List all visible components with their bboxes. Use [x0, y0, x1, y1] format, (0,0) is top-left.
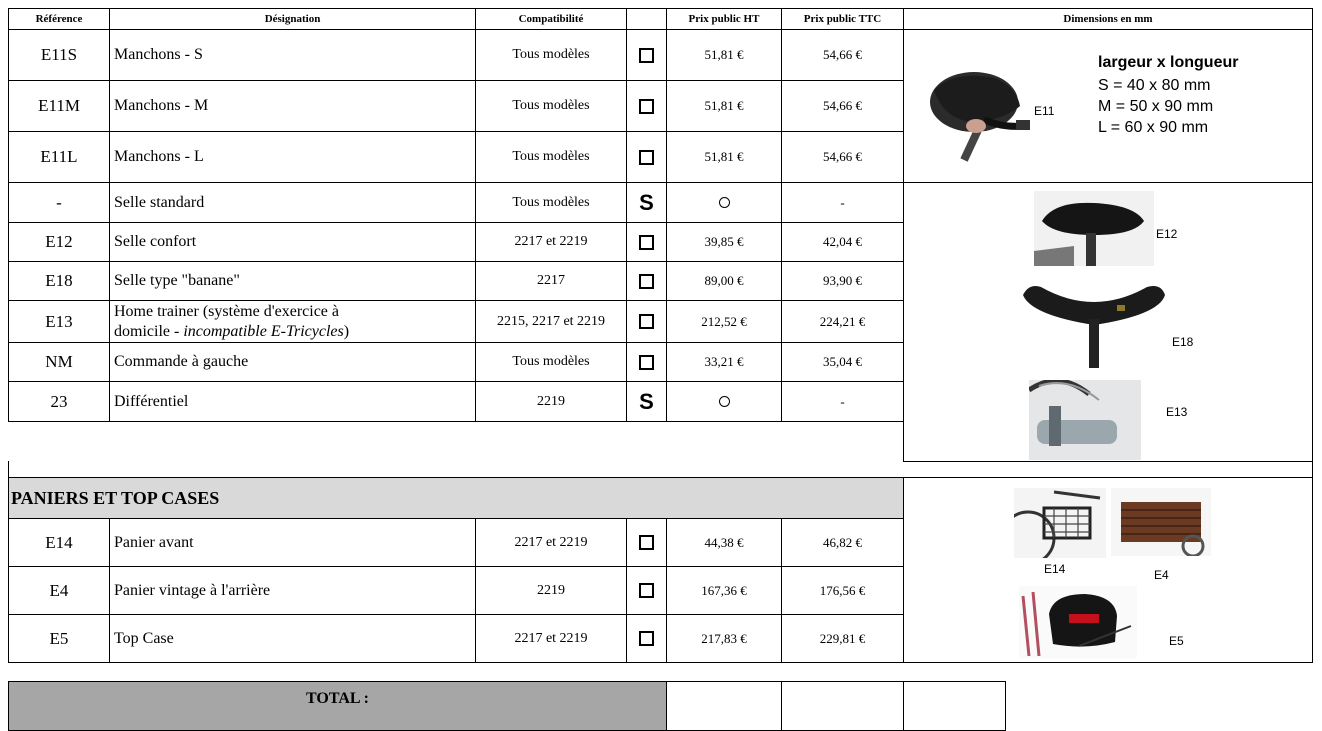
- reference-cell: E14: [8, 518, 110, 567]
- designation-cell: Manchons - L: [109, 131, 476, 183]
- circle-icon: [719, 396, 730, 407]
- reference-cell: E12: [8, 222, 110, 262]
- dims-l: L = 60 x 90 mm: [1098, 119, 1209, 136]
- separator-row: [8, 461, 1313, 478]
- option-checkbox[interactable]: [626, 614, 667, 663]
- e4-label: E4: [1154, 568, 1169, 582]
- checkbox-icon[interactable]: [639, 355, 654, 370]
- compatibility-cell: 2217 et 2219: [475, 222, 627, 262]
- reference-cell: 23: [8, 381, 110, 422]
- price-ttc-cell: 176,56 €: [781, 566, 904, 615]
- price-ht-cell: 51,81 €: [666, 29, 782, 81]
- checkbox-icon[interactable]: [639, 99, 654, 114]
- compatibility-cell: 2219: [475, 566, 627, 615]
- designation-cell: Panier avant: [109, 518, 476, 567]
- price-ht-cell: 167,36 €: [666, 566, 782, 615]
- reference-cell: E4: [8, 566, 110, 615]
- home-trainer-photo: [1029, 380, 1141, 460]
- vintage-basket-photo: [1111, 488, 1211, 556]
- price-ttc-cell: -: [781, 381, 904, 422]
- option-checkbox[interactable]: [626, 342, 667, 382]
- banana-saddle-photo: [1019, 273, 1169, 368]
- reference-cell: E11L: [8, 131, 110, 183]
- designation-line: [114, 322, 349, 342]
- option-checkbox[interactable]: [626, 261, 667, 301]
- handlebar-grip-photo: [924, 50, 1034, 165]
- price-ht-cell: [666, 182, 782, 223]
- compatibility-cell: 2217: [475, 261, 627, 301]
- price-ht-cell: 89,00 €: [666, 261, 782, 301]
- compatibility-cell: 2217 et 2219: [475, 518, 627, 567]
- header-choice: [626, 8, 667, 30]
- circle-icon: [719, 197, 730, 208]
- price-ttc-cell: 224,21 €: [781, 300, 904, 343]
- total-ht-field[interactable]: [666, 681, 782, 731]
- option-checkbox[interactable]: [626, 29, 667, 81]
- reference-cell: E11M: [8, 80, 110, 132]
- compatibility-cell: 2219: [475, 381, 627, 422]
- header-dimensions: Dimensions en mm: [903, 8, 1313, 30]
- incompatibility-note: incompatible E-Tricycles: [183, 322, 344, 340]
- comfort-saddle-photo: [1034, 191, 1154, 266]
- header-prix-ttc: Prix public TTC: [781, 8, 904, 30]
- checkbox-icon[interactable]: [639, 314, 654, 329]
- designation-cell: Manchons - M: [109, 80, 476, 132]
- option-checkbox: [626, 182, 667, 223]
- dims-m: M = 50 x 90 mm: [1098, 98, 1214, 115]
- header-designation: Désignation: [109, 8, 476, 30]
- checkbox-icon[interactable]: [639, 48, 654, 63]
- compatibility-cell: 2215, 2217 et 2219: [475, 300, 627, 343]
- price-ht-cell: 217,83 €: [666, 614, 782, 663]
- price-ht-cell: 44,38 €: [666, 518, 782, 567]
- price-ttc-cell: 46,82 €: [781, 518, 904, 567]
- header-compatibilite: Compatibilité: [475, 8, 627, 30]
- dims-title: largeur x longueur: [1098, 54, 1239, 71]
- price-ttc-cell: 54,66 €: [781, 80, 904, 132]
- compatibility-cell: Tous modèles: [475, 29, 627, 81]
- total-extra-field[interactable]: [903, 681, 1006, 731]
- total-label: TOTAL :: [8, 681, 667, 731]
- checkbox-icon[interactable]: [639, 150, 654, 165]
- e13-label: E13: [1166, 405, 1188, 419]
- price-ttc-cell: -: [781, 182, 904, 223]
- dims-s: S = 40 x 80 mm: [1098, 77, 1211, 94]
- option-checkbox[interactable]: [626, 131, 667, 183]
- designation-line: Home trainer (système d'exercice à: [114, 302, 339, 320]
- price-ttc-cell: 54,66 €: [781, 131, 904, 183]
- designation-cell: Panier vintage à l'arrière: [109, 566, 476, 615]
- designation-text: domicile -: [114, 322, 184, 340]
- front-basket-photo: [1014, 488, 1106, 558]
- image-panel-selles: [903, 182, 1313, 462]
- option-checkbox[interactable]: [626, 300, 667, 343]
- reference-cell: E5: [8, 614, 110, 663]
- compatibility-cell: Tous modèles: [475, 182, 627, 223]
- header-reference: Référence: [8, 8, 110, 30]
- compatibility-cell: Tous modèles: [475, 342, 627, 382]
- standard-mark: S: [639, 388, 654, 414]
- designation-cell: Commande à gauche: [109, 342, 476, 382]
- compatibility-cell: Tous modèles: [475, 131, 627, 183]
- checkbox-icon[interactable]: [639, 535, 654, 550]
- designation-cell: Selle type "banane": [109, 261, 476, 301]
- price-ttc-cell: 42,04 €: [781, 222, 904, 262]
- designation-cell: Manchons - S: [109, 29, 476, 81]
- e5-label: E5: [1169, 634, 1184, 648]
- designation-cell: Top Case: [109, 614, 476, 663]
- section-title: PANIERS ET TOP CASES: [8, 477, 904, 519]
- e18-label: E18: [1172, 335, 1194, 349]
- option-checkbox: [626, 381, 667, 422]
- price-ttc-cell: 229,81 €: [781, 614, 904, 663]
- reference-cell: E11S: [8, 29, 110, 81]
- price-ht-cell: 51,81 €: [666, 80, 782, 132]
- checkbox-icon[interactable]: [639, 631, 654, 646]
- header-prix-ht: Prix public HT: [666, 8, 782, 30]
- reference-cell: -: [8, 182, 110, 223]
- price-ht-cell: 51,81 €: [666, 131, 782, 183]
- price-ttc-cell: 35,04 €: [781, 342, 904, 382]
- designation-cell: [109, 300, 476, 343]
- compatibility-cell: 2217 et 2219: [475, 614, 627, 663]
- e11-label: E11: [1034, 104, 1055, 118]
- reference-cell: E13: [8, 300, 110, 343]
- image-panel-paniers: [903, 477, 1313, 663]
- option-checkbox[interactable]: [626, 518, 667, 567]
- price-ttc-cell: 93,90 €: [781, 261, 904, 301]
- reference-cell: NM: [8, 342, 110, 382]
- designation-cell: Selle standard: [109, 182, 476, 223]
- designation-text: ): [343, 322, 350, 340]
- top-case-photo: [1019, 586, 1137, 658]
- option-checkbox[interactable]: [626, 80, 667, 132]
- image-panel-manchons: [903, 29, 1313, 183]
- compatibility-cell: Tous modèles: [475, 80, 627, 132]
- designation-cell: Différentiel: [109, 381, 476, 422]
- price-ht-cell: [666, 381, 782, 422]
- reference-cell: E18: [8, 261, 110, 301]
- total-ttc-field[interactable]: [781, 681, 904, 731]
- price-ht-cell: 212,52 €: [666, 300, 782, 343]
- checkbox-icon[interactable]: [639, 583, 654, 598]
- option-checkbox[interactable]: [626, 566, 667, 615]
- checkbox-icon[interactable]: [639, 274, 654, 289]
- checkbox-icon[interactable]: [639, 235, 654, 250]
- price-ht-cell: 39,85 €: [666, 222, 782, 262]
- price-ht-cell: 33,21 €: [666, 342, 782, 382]
- e12-label: E12: [1156, 227, 1178, 241]
- price-ttc-cell: 54,66 €: [781, 29, 904, 81]
- option-checkbox[interactable]: [626, 222, 667, 262]
- e14-label: E14: [1044, 562, 1066, 576]
- standard-mark: S: [639, 189, 654, 215]
- designation-cell: Selle confort: [109, 222, 476, 262]
